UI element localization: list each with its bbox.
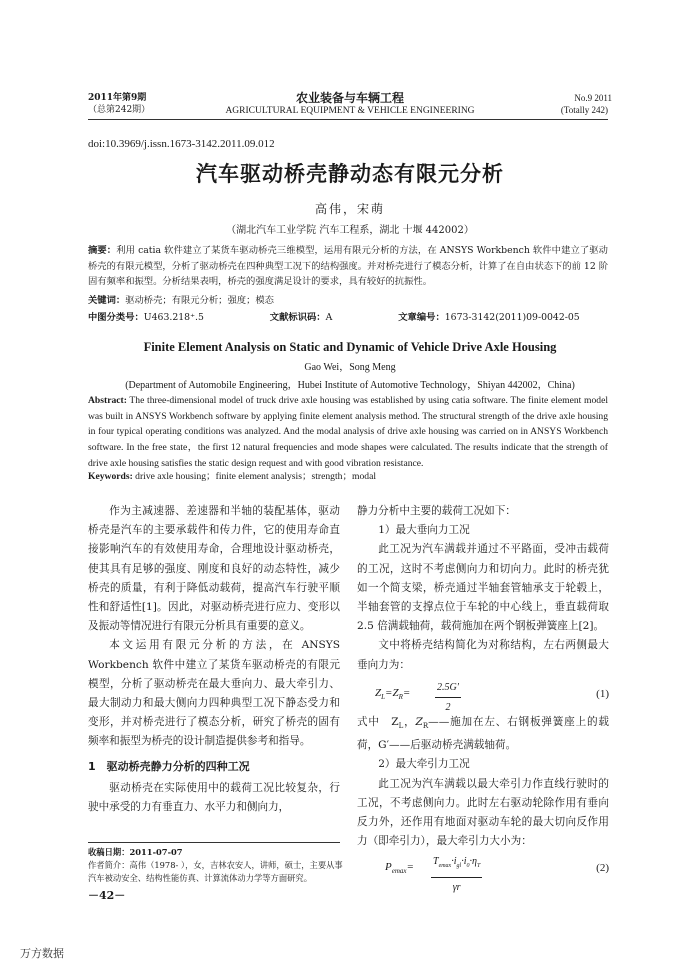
received-date: 收稿日期：2011-07-07 [88, 847, 183, 857]
keywords-en-text: drive axle housing；finite element analysis；strength；modal [132, 471, 377, 482]
keywords-cn-text: 驱动桥壳；有限元分析；强度；模态 [125, 295, 274, 306]
abstract-en [88, 393, 608, 472]
equation-2-numerator: $T_{emax}\cdot i_{gl}\cdot i_0\cdot\eta_T$ [431, 852, 482, 877]
subheading-max-traction: 2）最大牵引力工况 [378, 758, 470, 771]
max-traction-paragraph: 此工况为汽车满载以最大牵引力作直线行驶时的工况，不考虑侧向力。此时左右驱动轮除作用有垂向反力外，还作用有地面对驱动车轮的最大切向反作用力（即牵引力），最大牵引力大小为： [357, 777, 609, 848]
keywords-cn [88, 293, 608, 309]
abstract-cn-text: 利用 catia 软件建立了某货车驱动桥壳三维模型，运用有限元分析的方法，在 ANSYS Workbench 软件中建立了驱动桥壳的有限元模型，分析了驱动桥壳在四种典型工况下的结构强度。并对桥壳进行了模态分析，计算了在自由状态下的前 12 阶固有频率和振型。分析结果表明，桥壳的强度满足设计的要求，具有较好的抗振性。 [88, 245, 608, 288]
section-heading-1: 1 驱动桥壳静力分析的四种工况 [88, 759, 250, 773]
paper-title-cn: 汽车驱动桥壳静动态有限元分析 [196, 162, 504, 186]
journal-title-cn: 农业装备与车辆工程 [295, 91, 404, 105]
issue-cn: 2011年第9期 [88, 93, 147, 103]
page-number: －42－ [88, 889, 126, 902]
author-intro: 作者简介：高伟（1978- ），女，吉林农安人，讲师，硕士，主要从事汽车被动安全、结构性能仿真、计算流体动力学等方面研究。 [88, 860, 343, 883]
header-rule [88, 119, 608, 120]
article-number: 1673-3142(2011)09-0042-05 [444, 312, 580, 323]
equation-1 [357, 679, 609, 714]
authors-en: Gao Wei，Song Meng [304, 362, 396, 373]
keywords-en [88, 469, 608, 485]
equation-1-numerator: 2.5G′ [435, 678, 461, 698]
abstract-en-label: Abstract: [88, 395, 127, 406]
doc-code-label: 文献标识码： [269, 312, 326, 323]
load-cases-intro: 静力分析中主要的载荷工况如下： [357, 505, 516, 517]
where-clause-1: 式中 $Z_L$，$Z_R——$施加在左、右钢板弹簧座上的载荷，G′——后驱动桥壳满载轴荷。 [357, 715, 609, 752]
abstract-en-text: The three-dimensional model of truck drive axle housing was established by using catia software. The finite element model was built in ANSYS Workbench software by applying finite element analysis method. The structural strength of the drive axle housing in four typical operating conditions was analyzed. And the modal analysis of drive axle housing was carried on in ANSYS Workbench software. In the free state，the first 12 natural frequencies and mode shapes were calculated. The results indicate that the strength of drive axle housing satisfies the static design request and with good vibration resistance. [88, 395, 608, 469]
clc-number: U463.218⁺.5 [143, 312, 204, 323]
total-issue-cn: （总第242期） [88, 105, 151, 115]
total-issue-en: (Totally 242) [560, 105, 608, 115]
equation-1-number: (1) [596, 687, 609, 700]
journal-title-en: AGRICULTURAL EQUIPMENT & VEHICLE ENGINEERING [225, 106, 475, 116]
equation-2 [357, 853, 609, 893]
footnote [88, 846, 343, 885]
intro-paragraph-1: 作为主减速器、差速器和半轴的装配基体，驱动桥壳是汽车的主要承载件和传力件，它的使用寿命直接影响汽车的有效使用寿命，合理地设计驱动桥壳，使其具有足够的强度、刚度和良好的动态特性，减少桥壳的质量，有利于降低动载荷，提高汽车行驶平顺性和舒适性[1]。因此，对驱动桥壳进行应力、变形以及振动等情况进行有限元分析具有重要的意义。 [88, 505, 340, 633]
classification-line [88, 310, 608, 326]
doi: doi:10.3969/j.issn.1673-3142.2011.09.012 [88, 138, 275, 150]
keywords-en-label: Keywords: [88, 471, 133, 482]
wanfang-watermark: 万方数据 [20, 947, 64, 960]
abstract-cn-label: 摘要： [88, 245, 117, 256]
equation-2-lhs: $P_{emax}=$ [385, 861, 414, 876]
left-column [88, 502, 340, 817]
equation-1-lhs: $Z_L=Z_R=$ [375, 686, 411, 702]
subheading-max-vertical: 1）最大垂向力工况 [378, 524, 470, 537]
max-vertical-paragraph: 此工况为汽车满载并通过不平路面，受冲击载荷的工况，这时不考虑侧向力和切向力。此时的桥壳犹如一个简支梁，桥壳通过半轴套管轴承支于轮毂上，半轴套管的支撑点位于车轮的中心线上，垂直载荷取 2.5 倍满载轴荷，载荷施加在两个钢板弹簧座上[2]。 [357, 543, 609, 633]
affiliation-en: (Department of Automobile Engineering，Hubei Institute of Automotive Technology，Shiyan 442002，China) [125, 380, 575, 391]
symmetric-paragraph: 文中将桥壳结构简化为对称结构，左右两侧最大垂向力为： [357, 639, 609, 671]
right-column [357, 502, 609, 893]
keywords-cn-label: 关键词： [88, 295, 126, 306]
issue-en: No.9 2011 [574, 93, 612, 103]
abstract-cn [88, 243, 608, 290]
footnote-rule [88, 842, 340, 843]
section1-paragraph: 驱动桥壳在实际使用中的载荷工况比较复杂，行驶中承受的力有垂直力、水平力和侧向力， [88, 781, 340, 813]
doc-code: A [325, 312, 333, 323]
equation-2-denominator: γr [452, 881, 461, 893]
paper-title-en: Finite Element Analysis on Static and Dynamic of Vehicle Drive Axle Housing [143, 340, 557, 354]
authors-cn: 高伟，宋萌 [314, 202, 385, 216]
equation-1-fraction [435, 678, 461, 717]
equation-2-number: (2) [596, 862, 609, 875]
affiliation-cn: （湖北汽车工业学院 汽车工程系，湖北 十堰 442002） [226, 225, 474, 236]
clc-label: 中图分类号： [88, 312, 144, 323]
article-number-label: 文章编号： [398, 312, 445, 323]
intro-paragraph-2: 本文运用有限元分析的方法，在 ANSYS Workbench 软件中建立了某货车驱动桥壳的有限元模型，分析了驱动桥壳在最大垂向力、最大牵引力、最大制动力和最大侧向力四种典型工况下静态受力和变形，并对桥壳进行了模态分析，研究了桥壳的固有频率和振型为桥壳的设计制造提供参考和指导。 [88, 639, 340, 748]
equation-1-denominator: 2 [445, 702, 451, 714]
equation-2-fraction [431, 852, 482, 896]
